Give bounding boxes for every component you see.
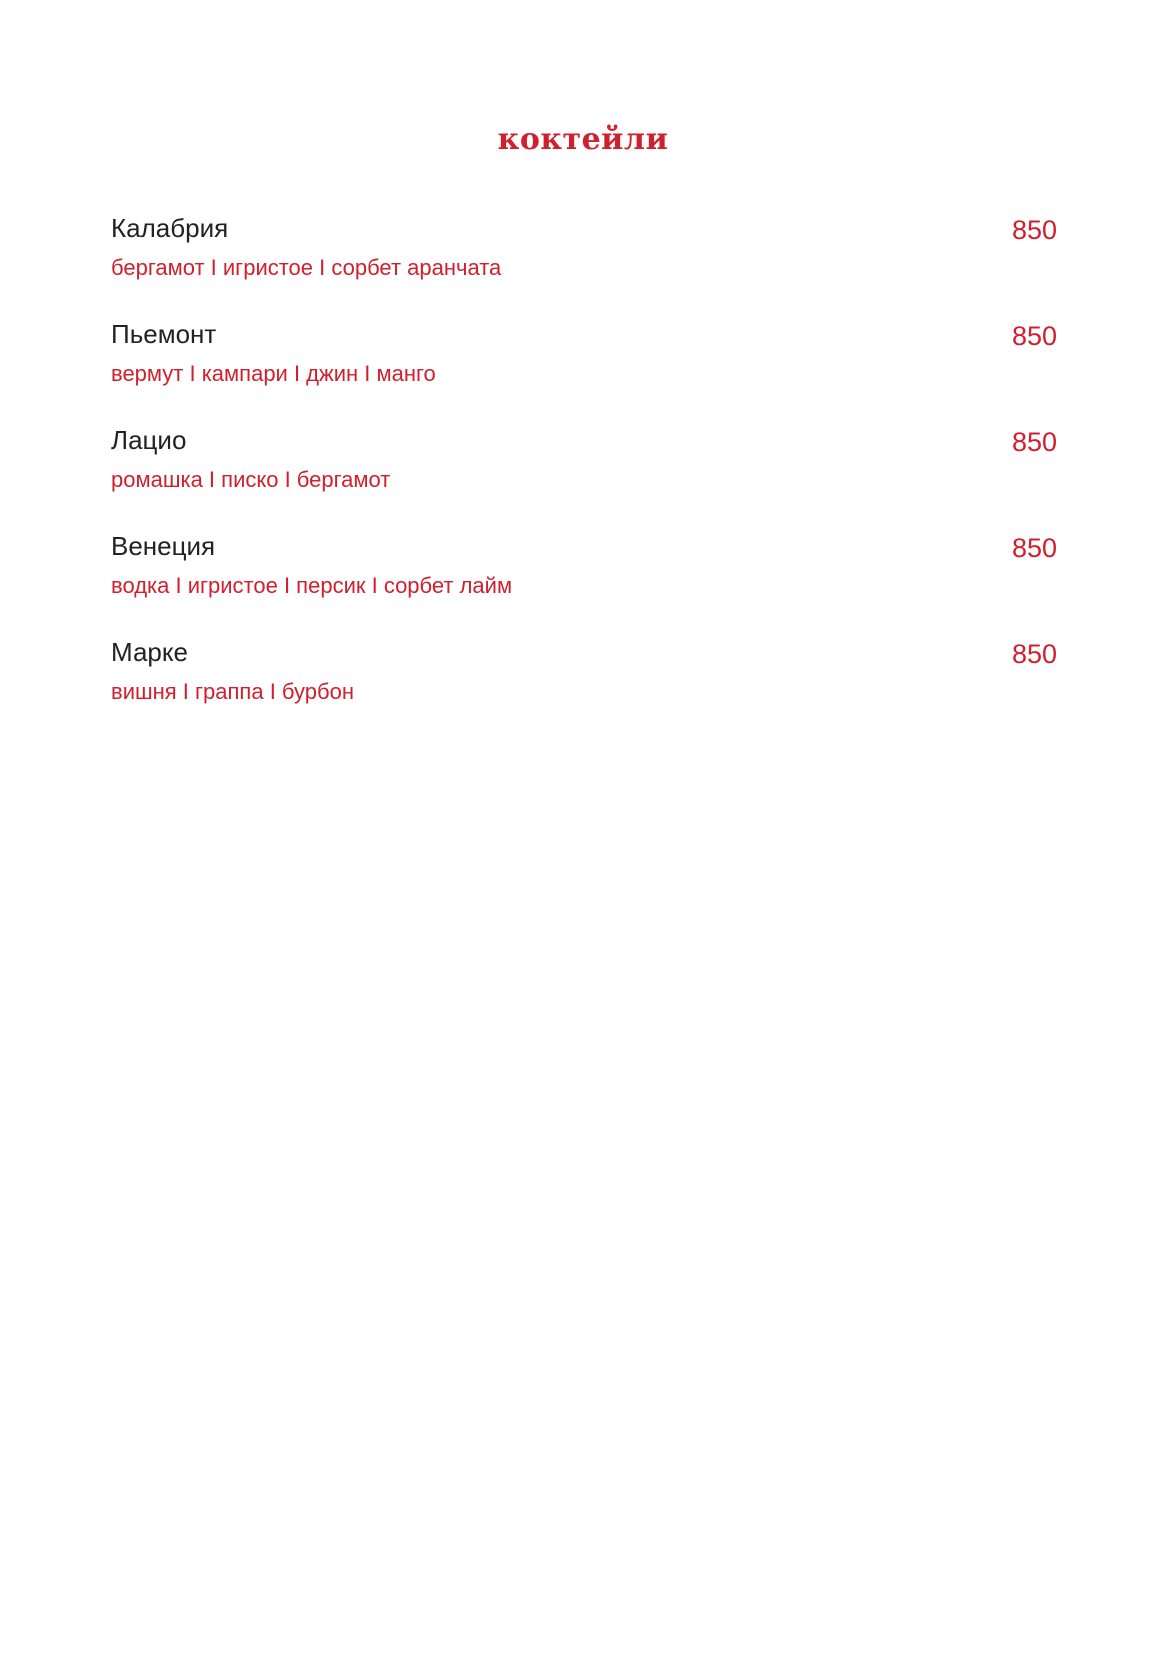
menu-item-name: Марке (111, 637, 188, 667)
menu-item-ingredients: вермут I кампари I джин I манго (111, 361, 436, 386)
menu-item (111, 212, 1057, 318)
menu-item (111, 424, 1057, 530)
menu-item (111, 318, 1057, 424)
menu-item (111, 530, 1057, 636)
menu-item-price: 850 (1011, 427, 1057, 457)
menu-list (111, 212, 1057, 742)
menu-item-price: 850 (1011, 321, 1057, 351)
menu-item-name: Лацио (111, 425, 187, 455)
menu-item (111, 636, 1057, 742)
section-title: коктейли (497, 122, 669, 157)
menu-item-ingredients: бергамот I игристое I сорбет аранчата (111, 255, 502, 280)
menu-item-name: Пьемонт (111, 319, 217, 349)
menu-item-ingredients: ромашка I писко I бергамот (111, 467, 391, 492)
menu-item-price: 850 (1011, 533, 1057, 563)
menu-item-ingredients: водка I игристое I персик I сорбет лайм (111, 573, 513, 598)
menu-item-price: 850 (1011, 639, 1057, 669)
menu-item-ingredients: вишня I граппа I бурбон (111, 679, 355, 704)
menu-item-name: Калабрия (111, 213, 229, 243)
menu-item-price: 850 (1011, 215, 1057, 245)
menu-item-name: Венеция (111, 531, 216, 561)
